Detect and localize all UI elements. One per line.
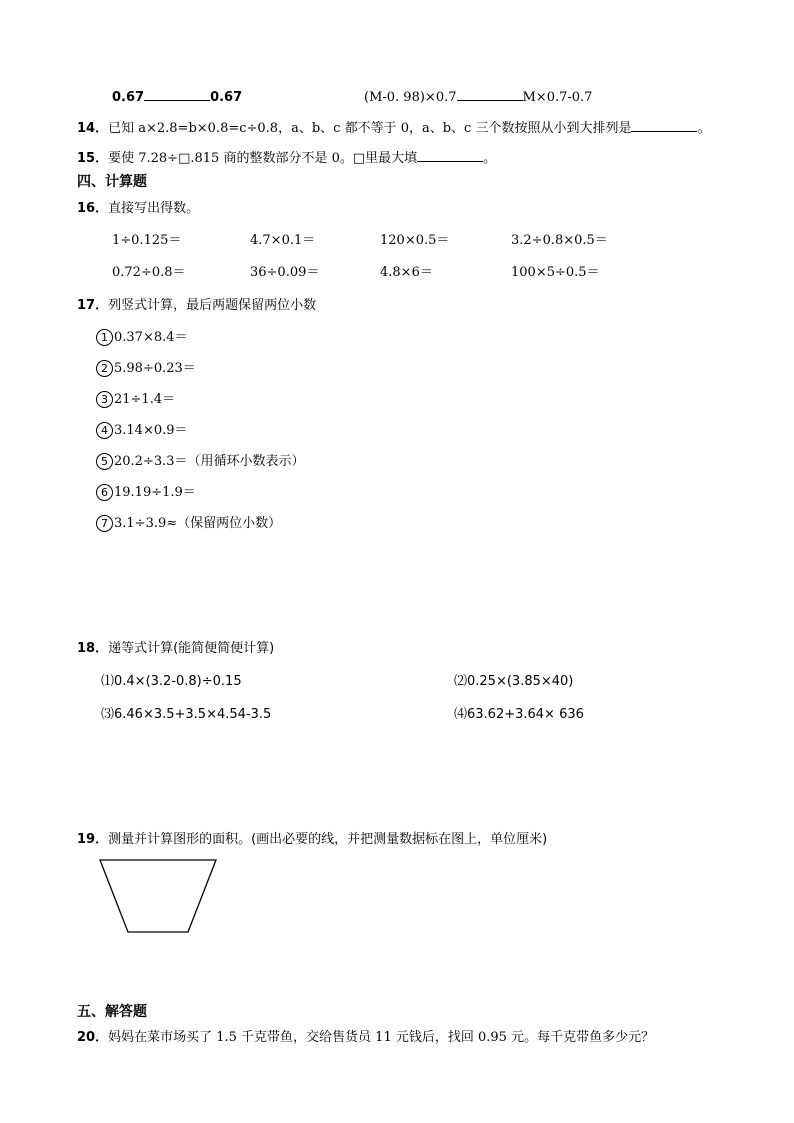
question-text: 妈妈在菜市场买了 1.5 千克带鱼，交给售货员 11 元钱后，找回 0.95 元。每千克带鱼多少元？ (108, 1030, 655, 1045)
question-text: 列竖式计算，最后两题保留两位小数 (108, 298, 317, 313)
question-18: 18．递等式计算(能简便简便计算) (77, 641, 275, 656)
question-20: 20．妈妈在菜市场买了 1.5 千克带鱼，交给售货员 11 元钱后，找回 0.95 元。每千克带鱼多少元？ (77, 1030, 655, 1045)
question-text: 直接写出得数。 (108, 201, 200, 216)
circled-number: 3 (96, 391, 113, 408)
q13-left-expression (112, 88, 242, 104)
vertical-calc-item: 7 3.1÷3.9≈（保留两位小数） (96, 515, 281, 532)
oral-calc-2-4: 100×5÷0.5＝ (511, 265, 600, 280)
q13-right-a: (M-0. 98)×0.7 (364, 90, 457, 105)
vertical-calc-item: 5 20.2÷3.3＝（用循环小数表示） (96, 453, 305, 470)
q13-right-expression (364, 88, 592, 104)
section-heading-4: 四、计算题 (77, 174, 147, 190)
question-end: 。 (697, 121, 711, 136)
circled-number: 5 (96, 453, 113, 470)
question-number: 20 (77, 1030, 96, 1045)
oral-calc-2-3: 4.8×6＝ (380, 265, 433, 280)
oral-calc-1-3: 120×0.5＝ (380, 233, 450, 248)
q13-left-a: 0.67 (112, 90, 145, 105)
vertical-calc-item: 2 5.98÷0.23＝ (96, 360, 196, 377)
circled-number: 2 (96, 360, 113, 377)
stepwise-calc-1: ⑴0.4×(3.2-0.8)÷0.15 (101, 674, 242, 689)
oral-calc-1-2: 4.7×0.1＝ (250, 233, 316, 248)
circled-number: 4 (96, 422, 113, 439)
answer-blank[interactable] (631, 119, 697, 132)
circled-number: 7 (96, 515, 113, 532)
question-number: 15 (77, 151, 96, 166)
question-text: 递等式计算(能简便简便计算) (108, 641, 275, 656)
question-number: 18 (77, 641, 96, 656)
circled-number: 6 (96, 484, 113, 501)
stepwise-calc-3: ⑶6.46×3.5+3.5×4.54-3.5 (101, 707, 272, 722)
question-text: 要使 7.28÷□.815 商的整数部分不是 0。□里最大填 (108, 151, 418, 166)
vertical-calc-item: 4 3.14×0.9＝ (96, 422, 188, 439)
stepwise-calc-4: ⑷63.62+3.64× 636 (454, 707, 584, 722)
section-heading-5: 五、解答题 (77, 1004, 147, 1020)
circled-number: 1 (96, 329, 113, 346)
q13-right-b: M×0.7-0.7 (522, 90, 593, 105)
vertical-calc-item: 1 0.37×8.4＝ (96, 329, 188, 346)
question-15: 15．要使 7.28÷□.815 商的整数部分不是 0。□里最大填 。 (77, 151, 497, 166)
question-number: 19 (77, 832, 96, 847)
question-14: 14．已知 a×2.8=b×0.8=c÷0.8，a、b、c 都不等于 0，a、b、c 三个数按照从小到大排列是 。 (77, 121, 711, 136)
q13-left-b: 0.67 (210, 90, 243, 105)
question-number: 16 (77, 201, 96, 216)
stepwise-calc-2: ⑵0.25×(3.85×40) (454, 674, 574, 689)
vertical-calc-item: 3 21÷1.4＝ (96, 391, 175, 408)
question-19: 19．测量并计算图形的面积。(画出必要的线，并把测量数据标在图上，单位厘米) (77, 832, 548, 847)
oral-calc-2-2: 36÷0.09＝ (250, 265, 320, 280)
oral-calc-1-1: 1÷0.125＝ (112, 233, 182, 248)
oral-calc-2-1: 0.72÷0.8＝ (112, 265, 186, 280)
question-end: 。 (483, 151, 497, 166)
question-number: 14 (77, 121, 96, 136)
question-text: 已知 a×2.8=b×0.8=c÷0.8，a、b、c 都不等于 0，a、b、c 三个数按照从小到大排列是 (108, 121, 632, 136)
question-number: 17 (77, 298, 96, 313)
question-text: 测量并计算图形的面积。(画出必要的线，并把测量数据标在图上，单位厘米) (108, 832, 548, 847)
trapezoid-figure (96, 856, 222, 938)
question-17: 17．列竖式计算，最后两题保留两位小数 (77, 298, 317, 313)
q13-left-blank[interactable] (144, 88, 210, 101)
question-16: 16．直接写出得数。 (77, 201, 200, 216)
q13-right-blank[interactable] (457, 88, 523, 101)
answer-blank[interactable] (417, 149, 483, 162)
vertical-calc-item: 6 19.19÷1.9＝ (96, 484, 196, 501)
oral-calc-1-4: 3.2÷0.8×0.5＝ (511, 233, 608, 248)
trapezoid-shape (100, 860, 216, 932)
